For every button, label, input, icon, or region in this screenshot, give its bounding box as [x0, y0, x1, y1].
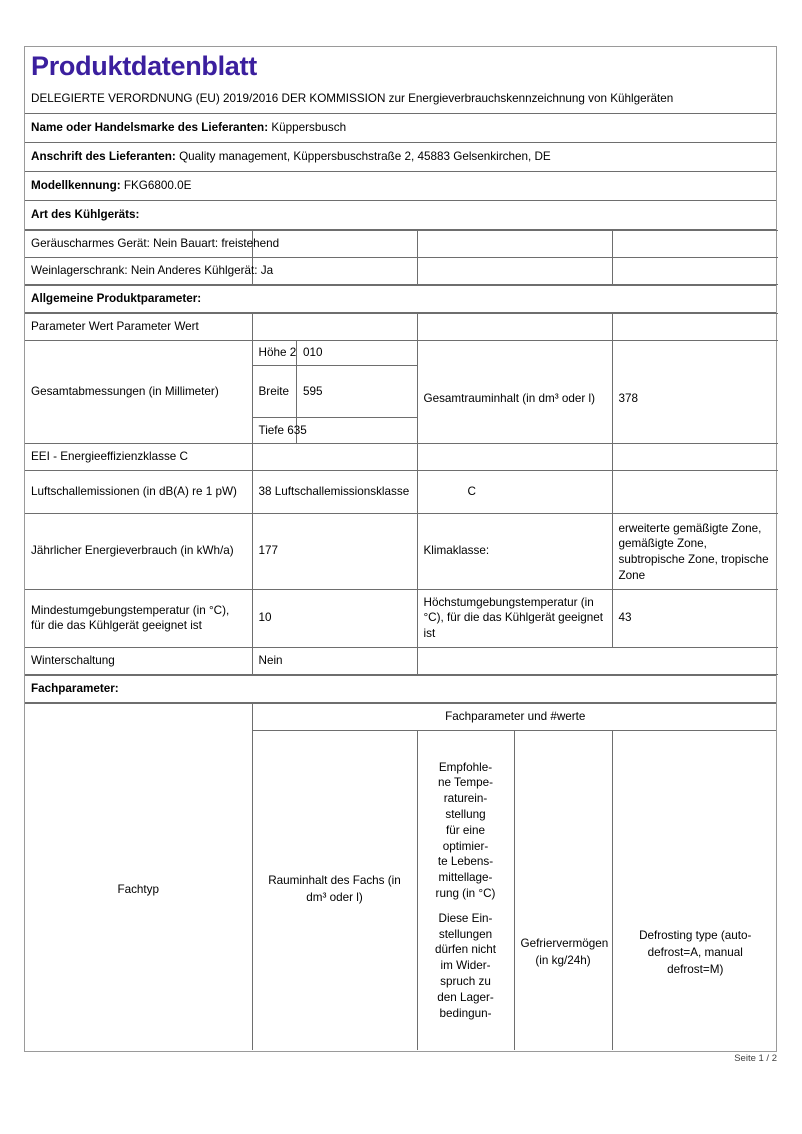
temp-setting-block: [424, 760, 508, 902]
min-temp-label: Mindestumgebungstemperatur (in °C), für die das Kühlgerät geeignet ist: [25, 589, 252, 647]
model-label: Modellkennung:: [31, 179, 121, 193]
line: rung (in °C): [435, 886, 496, 900]
energy-label: Jährlicher Energieverbrauch (in kWh/a): [25, 513, 252, 589]
min-temp-value: 10: [252, 589, 417, 647]
dimensions-subtable: [253, 341, 417, 443]
supplier-address-value: Quality management, Küppersbuschstraße 2, 45883 Gelsenkirchen, DE: [179, 150, 551, 164]
empty-cell: [417, 648, 778, 675]
appliance-type-heading: Art des Kühlgeräts:: [25, 201, 776, 230]
empty-cell: [612, 258, 778, 285]
noise-row: [25, 470, 778, 513]
winter-label: Winterschaltung: [25, 648, 252, 675]
general-heading-table: [25, 285, 776, 313]
noise-class-value: C: [417, 470, 612, 513]
winter-value: Nein: [252, 648, 417, 675]
dimension-width-label: Breite: [253, 366, 297, 418]
line: den Lager-: [437, 990, 494, 1004]
parameter-header-row: [25, 313, 778, 340]
column-header-volume: Rauminhalt des Fachs (in dm³ oder l): [252, 730, 417, 1050]
general-heading-row: [25, 285, 776, 312]
line: ne Tempe-: [437, 776, 493, 790]
max-temp-label: Höchstumgebungstemperatur (in °C), für die das Kühlgerät geeignet ist: [417, 589, 612, 647]
compartment-section-heading: Fachparameter:: [25, 676, 776, 703]
dimension-depth-label: Tiefe 635: [253, 418, 297, 443]
quiet-appliance-cell: Geräuscharmes Gerät: Nein Bauart: freistehend: [25, 231, 252, 258]
parameter-header-cell: Parameter Wert Parameter Wert: [25, 313, 252, 340]
model-row: [25, 172, 776, 201]
line: stellungen: [438, 927, 493, 941]
supplier-address-row: [25, 143, 776, 172]
total-volume-value: 378: [612, 340, 778, 443]
document-page: [24, 46, 777, 1052]
supplier-name-label: Name oder Handelsmarke des Lieferanten:: [31, 121, 269, 135]
empty-cell: [612, 443, 778, 470]
model-cell: [25, 172, 776, 201]
temp-note-block: [424, 911, 508, 1022]
climate-value: erweiterte gemäßigte Zone, gemäßigte Zone, subtropische Zone, tropische Zone: [612, 513, 778, 589]
empty-cell: [252, 443, 417, 470]
empty-cell: [417, 258, 612, 285]
header-table: [25, 47, 776, 113]
general-parameters-table: [25, 313, 778, 675]
empty-cell: [252, 258, 417, 285]
general-section-heading: Allgemeine Produktparameter:: [25, 285, 776, 312]
line: im Wider-: [440, 959, 491, 973]
winter-row: [25, 648, 778, 675]
compartment-column-header-row: [25, 730, 776, 1050]
dimension-height-row: [253, 341, 417, 366]
noise-value: 38 Luftschallemissionsklasse: [252, 470, 417, 513]
page-title: Produktdatenblatt: [31, 51, 257, 81]
energy-row: [25, 513, 778, 589]
compartment-table: [25, 703, 776, 1050]
table-row: [25, 258, 778, 285]
ambient-temp-row: [25, 589, 778, 647]
line: spruch zu: [440, 974, 491, 988]
line: bedingun-: [439, 1006, 492, 1020]
line: Diese Ein-: [438, 911, 493, 925]
compartment-group-header: Fachparameter und #werte: [252, 703, 776, 730]
compartment-table-wrapper: [25, 703, 776, 1051]
dimension-height-value: 010: [297, 341, 417, 366]
supplier-address-cell: [25, 143, 776, 172]
line: dürfen nicht: [434, 943, 497, 957]
column-header-type: Fachtyp: [25, 730, 252, 1050]
empty-cell: [252, 313, 417, 340]
line: mittellage-: [438, 871, 493, 885]
column-header-freeze: Gefriervermögen (in kg/24h): [514, 730, 612, 1050]
dimension-width-row: [253, 366, 417, 418]
line: optimier-: [442, 839, 489, 853]
empty-cell: [417, 443, 612, 470]
empty-cell: [612, 231, 778, 258]
empty-cell: [612, 313, 778, 340]
dimension-height-label: Höhe 2: [253, 341, 297, 366]
supplier-name-value: Küppersbusch: [271, 121, 347, 135]
header-row: [25, 47, 776, 113]
total-volume-label: Gesamtrauminhalt (in dm³ oder l): [417, 340, 612, 443]
regulation-subtitle: DELEGIERTE VERORDNUNG (EU) 2019/2016 DER KOMMISSION zur Energieverbrauchskennzeichnung von Kühlgeräten: [31, 92, 674, 106]
appliance-type-heading-row: [25, 201, 776, 230]
eei-label: EEI - Energieeffizienzklasse C: [25, 443, 252, 470]
climate-label: Klimaklasse:: [417, 513, 612, 589]
dimension-depth-row: [253, 418, 417, 443]
energy-value: 177: [252, 513, 417, 589]
empty-cell: [25, 703, 252, 730]
line: Empfohle-: [438, 760, 493, 774]
wine-storage-cell: Weinlagerschrank: Nein Anderes Kühlgerät: Ja: [25, 258, 252, 285]
dimension-width-value: 595: [297, 366, 417, 418]
model-value: FKG6800.0E: [123, 179, 192, 193]
compartment-group-header-row: [25, 703, 776, 730]
noise-label: Luftschallemissionen (in dB(A) re 1 pW): [25, 470, 252, 513]
empty-cell: [417, 231, 612, 258]
supplier-name-row: [25, 114, 776, 143]
compartment-heading-table: [25, 675, 776, 703]
page-footer: Seite 1 / 2: [734, 1053, 777, 1064]
line: für eine: [446, 823, 485, 837]
max-temp-value: 43: [612, 589, 778, 647]
line: stellung: [445, 807, 486, 821]
supplier-address-label: Anschrift des Lieferanten:: [31, 150, 176, 164]
column-header-temp-setting: [417, 730, 514, 1050]
table-row: [25, 231, 778, 258]
dimensions-label: Gesamtabmessungen (in Millimeter): [25, 340, 252, 443]
compartment-heading-row: [25, 676, 776, 703]
empty-cell: [612, 470, 778, 513]
empty-cell: [417, 313, 612, 340]
supplier-name-cell: [25, 114, 776, 143]
line: te Lebens-: [437, 855, 494, 869]
dimension-depth-value: [297, 418, 417, 443]
supplier-table: [25, 113, 776, 230]
appliance-type-table: [25, 230, 778, 285]
header-cell: [25, 47, 776, 113]
eei-row: [25, 443, 778, 470]
dimensions-row: [25, 340, 778, 443]
column-header-defrost: Defrosting type (auto-defrost=A, manual defrost=M): [612, 730, 776, 1050]
dimensions-values-cell: [252, 340, 417, 443]
line: raturein-: [443, 792, 488, 806]
